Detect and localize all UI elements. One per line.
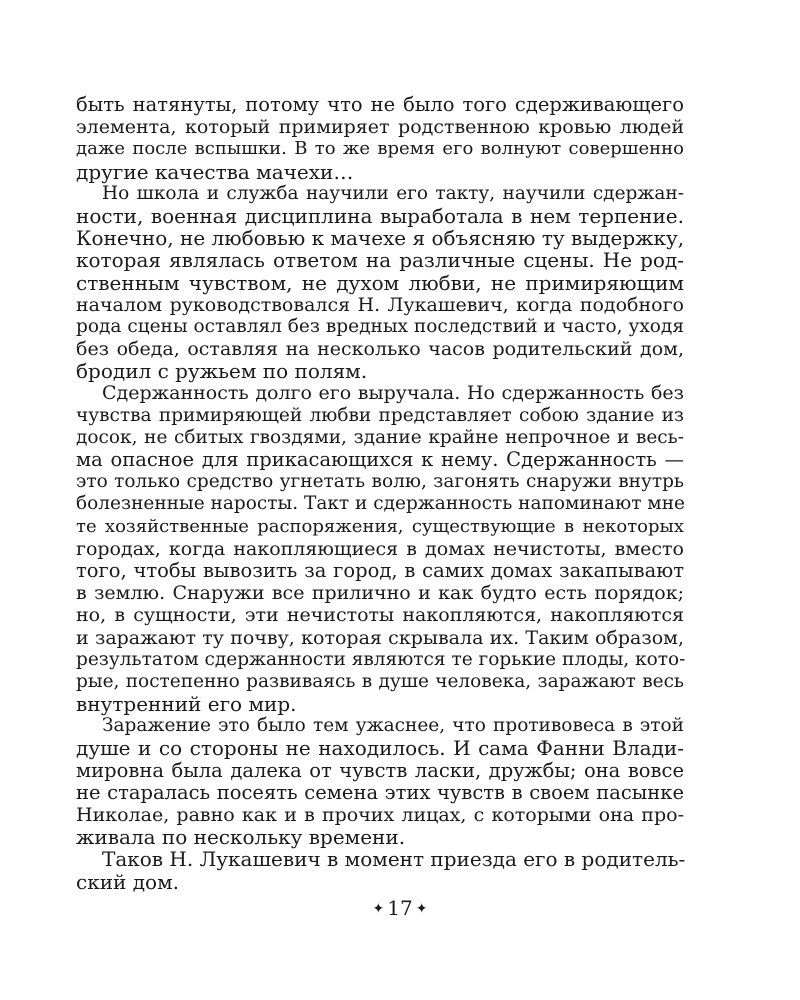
text-line: рода сцены оставлял без вредных последствий и часто, уходя [76, 315, 684, 337]
text-line: душе и со стороны не находилось. И сама Фанни Влади- [76, 736, 684, 761]
page-footer [0, 896, 800, 921]
text-line: рые, постепенно развиваясь в душе человека, заражают весь [76, 670, 684, 692]
text-line: не старалась посеять семена этих чувств в своем пасынке [76, 780, 684, 804]
text-line: но, в сущности, эти нечистоты накопляются, накопляются [76, 604, 684, 627]
text-line: живала по нескольку времени. [76, 825, 406, 850]
text-line: элемента, который примиряет родственною кровью людей [76, 116, 684, 139]
text-line: в землю. Снаружи все прилично и как будто есть порядок; [76, 582, 684, 605]
text-line: Но школа и служба научили его такту, научили сдержан- [102, 182, 684, 204]
text-line: досок, не сбитых гвоздями, здание крайне непрочное и весь- [76, 426, 684, 448]
ornament-left-icon: ✦ [372, 901, 385, 917]
text-line: бродил с ружьем по полям. [76, 359, 368, 384]
text-line: без обеда, оставляя на несколько часов родительский дом, [76, 338, 684, 361]
text-line: Николае, равно как и в прочих лицах, с которыми она про- [76, 804, 684, 826]
page-number: 17 [387, 896, 413, 920]
text-line: Конечно, не любовью к мачехе я объясняю ту выдержку, [76, 226, 685, 251]
text-line: те хозяйственные распоряжения, существующие в некоторых [76, 515, 684, 537]
text-line: другие качества мачехи… [76, 159, 354, 184]
text-line: это только средство угнетать волю, загонять снаружи внутрь [76, 471, 684, 493]
body-text [76, 94, 684, 893]
text-line: мировна была далека от чувств ласки, дружбы; она вовсе [76, 758, 684, 782]
text-line: ма опасное для прикасающихся к нему. Сдержанность — [76, 448, 684, 471]
text-line: быть натянуты, потому что не было того сдерживающего [76, 93, 684, 116]
text-line: которая являлась ответом на различные сцены. Не род- [76, 248, 684, 273]
text-line: Заражение это было тем ужаснее, что противовеса в этой [102, 715, 684, 737]
text-line: даже после вспышки. В то же время его волнуют совершенно [76, 138, 684, 160]
text-line: и заражают ту почву, которая скрывала их. Таким образом, [76, 626, 684, 649]
text-line: того, чтобы вывозить за город, в самих домах закапывают [76, 558, 684, 582]
text-line: Сдержанность долго его выручала. Но сдержанность без [102, 382, 684, 405]
text-line: Таков Н. Лукашевич в момент приезда его в родитель- [102, 847, 686, 872]
text-line: ственным чувством, не духом любви, не примиряющим [76, 270, 684, 295]
text-line: внутренний его мир. [76, 692, 297, 717]
ornament-right-icon: ✦ [415, 901, 428, 917]
text-line: началом руководствовался Н. Лукашевич, когда подобного [76, 293, 684, 316]
text-line: городах, когда накопляющиеся в домах нечистоты, вместо [76, 537, 684, 560]
text-line: результатом сдержанности являются те горькие плоды, кото- [76, 648, 686, 670]
text-line: болезненные наросты. Такт и сдержанность напоминают мне [76, 493, 685, 515]
text-line: ский дом. [76, 869, 179, 894]
text-line: чувства примиряющей любви представляет собою здание из [76, 404, 684, 426]
text-line: ности, военная дисциплина выработала в нем терпение. [76, 203, 684, 228]
